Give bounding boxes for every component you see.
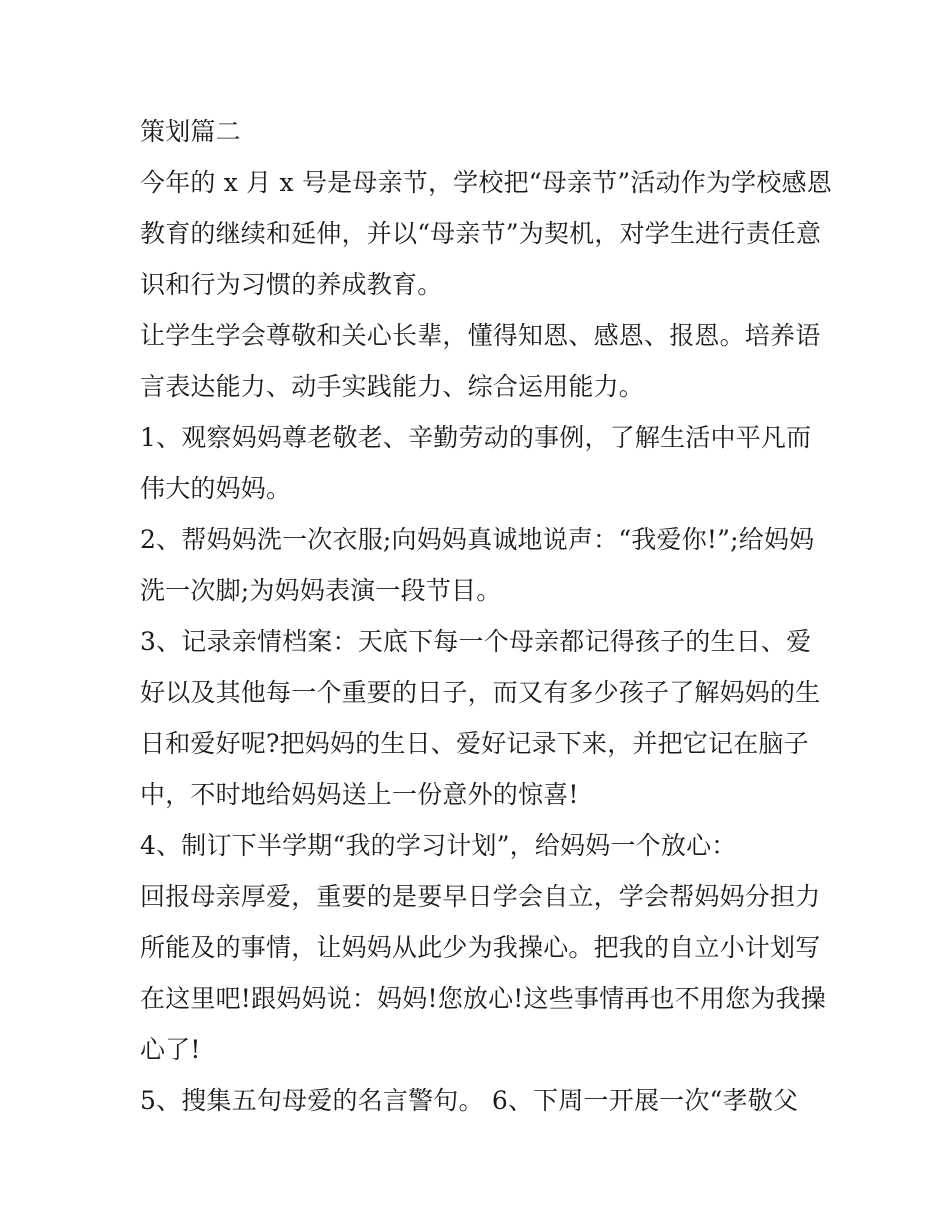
text-line: 言表达能力、动手实践能力、综合运用能力。	[140, 372, 645, 401]
text-line: 伟大的妈妈。	[140, 474, 292, 503]
text-line: 1、观察妈妈尊老敬老、辛勤劳动的事例，了解生活中平凡而	[140, 423, 812, 452]
text-line: 回报母亲厚爱，重要的是要早日学会自立，学会帮妈妈分担力	[140, 882, 821, 911]
section-heading: 策划篇二	[140, 117, 241, 146]
text-line: 让学生学会尊敬和关心长辈，懂得知恩、感恩、报恩。培养语	[140, 321, 821, 350]
text-line: 4、制订下半学期“我的学习计划”，给妈妈一个放心：	[140, 831, 737, 860]
text-line: 在这里吧!跟妈妈说：妈妈!您放心!这些事情再也不用您为我操	[140, 984, 826, 1013]
text-line: 2、帮妈妈洗一次衣服;向妈妈真诚地说声：“我爱你!”;给妈妈	[140, 525, 815, 554]
text-line: 今年的 x 月 x 号是母亲节，学校把“母亲节”活动作为学校感恩	[140, 168, 832, 197]
text-line: 教育的继续和延伸，并以“母亲节”为契机，对学生进行责任意	[140, 219, 822, 248]
text-line: 洗一次脚;为妈妈表演一段节目。	[140, 576, 502, 605]
text-line: 中，不时地给妈妈送上一份意外的惊喜!	[140, 780, 579, 809]
text-line: 所能及的事情，让妈妈从此少为我操心。把我的自立小计划写	[140, 933, 821, 962]
text-line: 日和爱好呢?把妈妈的生日、爱好记录下来，并把它记在脑子	[140, 729, 809, 758]
text-line: 5、搜集五句母爱的名言警句。 6、下周一开展一次“孝敬父	[140, 1086, 799, 1115]
text-line: 识和行为习惯的养成教育。	[140, 270, 443, 299]
document-body	[140, 106, 832, 1126]
text-line: 心了!	[140, 1035, 201, 1064]
text-line: 好以及其他每一个重要的日子，而又有多少孩子了解妈妈的生	[140, 678, 821, 707]
text-line: 3、记录亲情档案：天底下每一个母亲都记得孩子的生日、爱	[140, 627, 812, 656]
